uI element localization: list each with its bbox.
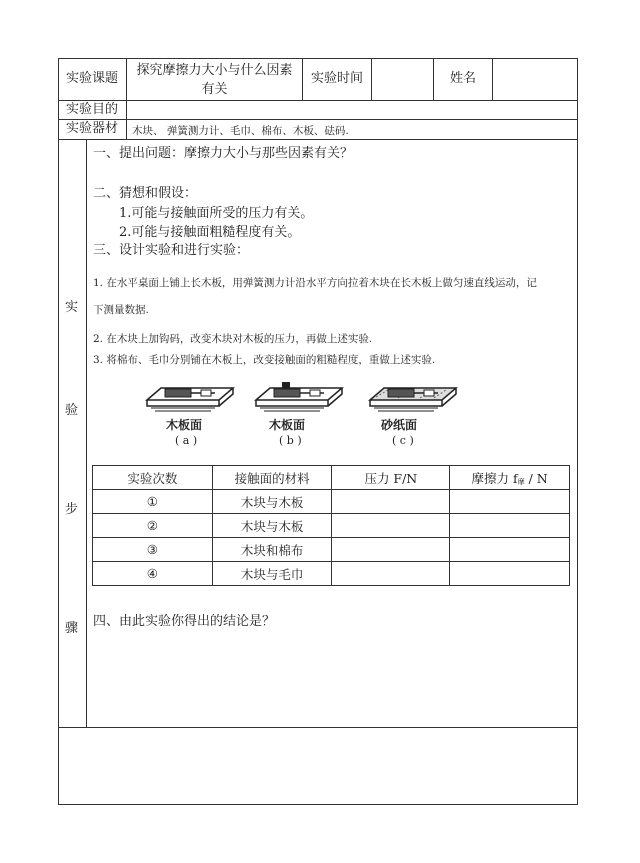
border-top — [58, 58, 578, 59]
side-label-1: 实 — [65, 300, 79, 315]
figure-a-label: 木板面 — [166, 418, 203, 432]
pressure-cell[interactable] — [332, 490, 450, 514]
friction-cell[interactable] — [450, 538, 570, 562]
data-table — [92, 465, 570, 586]
hypothesis-1: 1.可能与接触面所受的压力有关。 — [119, 206, 314, 221]
row-divider-4 — [58, 727, 578, 728]
friction-cell[interactable] — [450, 562, 570, 586]
hypothesis-2: 2.可能与接触面粗糙程度有关。 — [119, 225, 301, 240]
figure-c-label: 砂纸面 — [381, 418, 418, 432]
procedure-1b: 下测量数据. — [93, 304, 149, 316]
table-header-row — [93, 466, 570, 490]
figure-a-tag: ( a ) — [175, 434, 198, 447]
table-header-cell: 接触面的材料 — [212, 466, 332, 490]
border-right — [577, 58, 578, 805]
table-row — [93, 562, 570, 586]
table-header-cell — [450, 466, 570, 490]
purpose-value-field[interactable] — [132, 102, 572, 118]
topic-line1: 探究摩擦力大小与什么因素 — [136, 63, 293, 78]
contact-material: 木块与木板 — [212, 514, 332, 538]
border-left — [58, 58, 59, 805]
contact-material: 木块与毛巾 — [212, 562, 332, 586]
figure-b-apparatus — [254, 378, 346, 414]
trial-number: ③ — [93, 538, 213, 562]
question-1: 一、提出问题：摩擦力大小与那些因素有关？ — [93, 146, 354, 161]
procedure-1a: 1. 在水平桌面上铺上长木板，用弹簧测力计沿水平方向拉着木块在长木板上做匀速直线运动，记 — [93, 277, 537, 289]
contact-material: 木块与木板 — [212, 490, 332, 514]
topic-line2: 有关 — [201, 82, 228, 97]
col-divider-side — [86, 139, 87, 728]
question-4: 四、由此实验你得出的结论是？ — [93, 614, 276, 629]
table-row — [93, 538, 570, 562]
time-value-field[interactable] — [372, 71, 433, 87]
trial-number: ② — [93, 514, 213, 538]
contact-material: 木块和棉布 — [212, 538, 332, 562]
trial-number: ① — [93, 490, 213, 514]
equipment-label: 实验器材 — [65, 121, 118, 136]
friction-cell[interactable] — [450, 490, 570, 514]
procedure-2: 2. 在木块上加钩码，改变木块对木板的压力，再做上述实验. — [93, 333, 373, 345]
row-divider-1 — [58, 100, 578, 101]
question-2: 二、猜想和假设： — [93, 186, 198, 201]
figure-a-apparatus — [145, 378, 237, 414]
border-bottom — [58, 804, 578, 805]
table-row — [93, 490, 570, 514]
figure-c-tag: ( c ) — [392, 434, 414, 447]
table-header-cell: 压力 F/N — [332, 466, 450, 490]
table-row — [93, 514, 570, 538]
time-label: 实验时间 — [310, 71, 363, 86]
friction-symbol: 摩擦力 f — [471, 470, 518, 486]
row-divider-2 — [58, 119, 578, 120]
friction-cell[interactable] — [450, 514, 570, 538]
pressure-cell[interactable] — [332, 514, 450, 538]
equipment-value: 木块、 弹簧测力计、毛巾、棉布、木板、砝码. — [132, 125, 349, 137]
figure-c-apparatus — [368, 378, 460, 414]
question-3: 三、设计实验和进行实验： — [93, 243, 250, 258]
pressure-cell[interactable] — [332, 538, 450, 562]
figure-b-tag: ( b ) — [279, 434, 302, 447]
conclusion-area[interactable] — [93, 636, 571, 722]
trial-number: ④ — [93, 562, 213, 586]
name-value-field[interactable] — [493, 71, 577, 87]
figure-b-label: 木板面 — [269, 418, 306, 432]
name-label: 姓名 — [449, 71, 476, 86]
friction-subscript: 摩 — [517, 477, 525, 486]
topic-label: 实验课题 — [65, 71, 118, 86]
side-label-4: 骤 — [65, 621, 79, 636]
purpose-label: 实验目的 — [65, 102, 118, 117]
side-label-3: 步 — [65, 502, 79, 517]
friction-unit: / N — [524, 470, 548, 486]
procedure-3: 3. 将棉布、毛巾分别铺在木板上，改变接触面的粗糙程度，重做上述实验. — [93, 354, 436, 366]
table-header-cell: 实验次数 — [93, 466, 213, 490]
row-divider-3 — [58, 139, 578, 140]
pressure-cell[interactable] — [332, 562, 450, 586]
side-label-2: 验 — [65, 403, 79, 418]
